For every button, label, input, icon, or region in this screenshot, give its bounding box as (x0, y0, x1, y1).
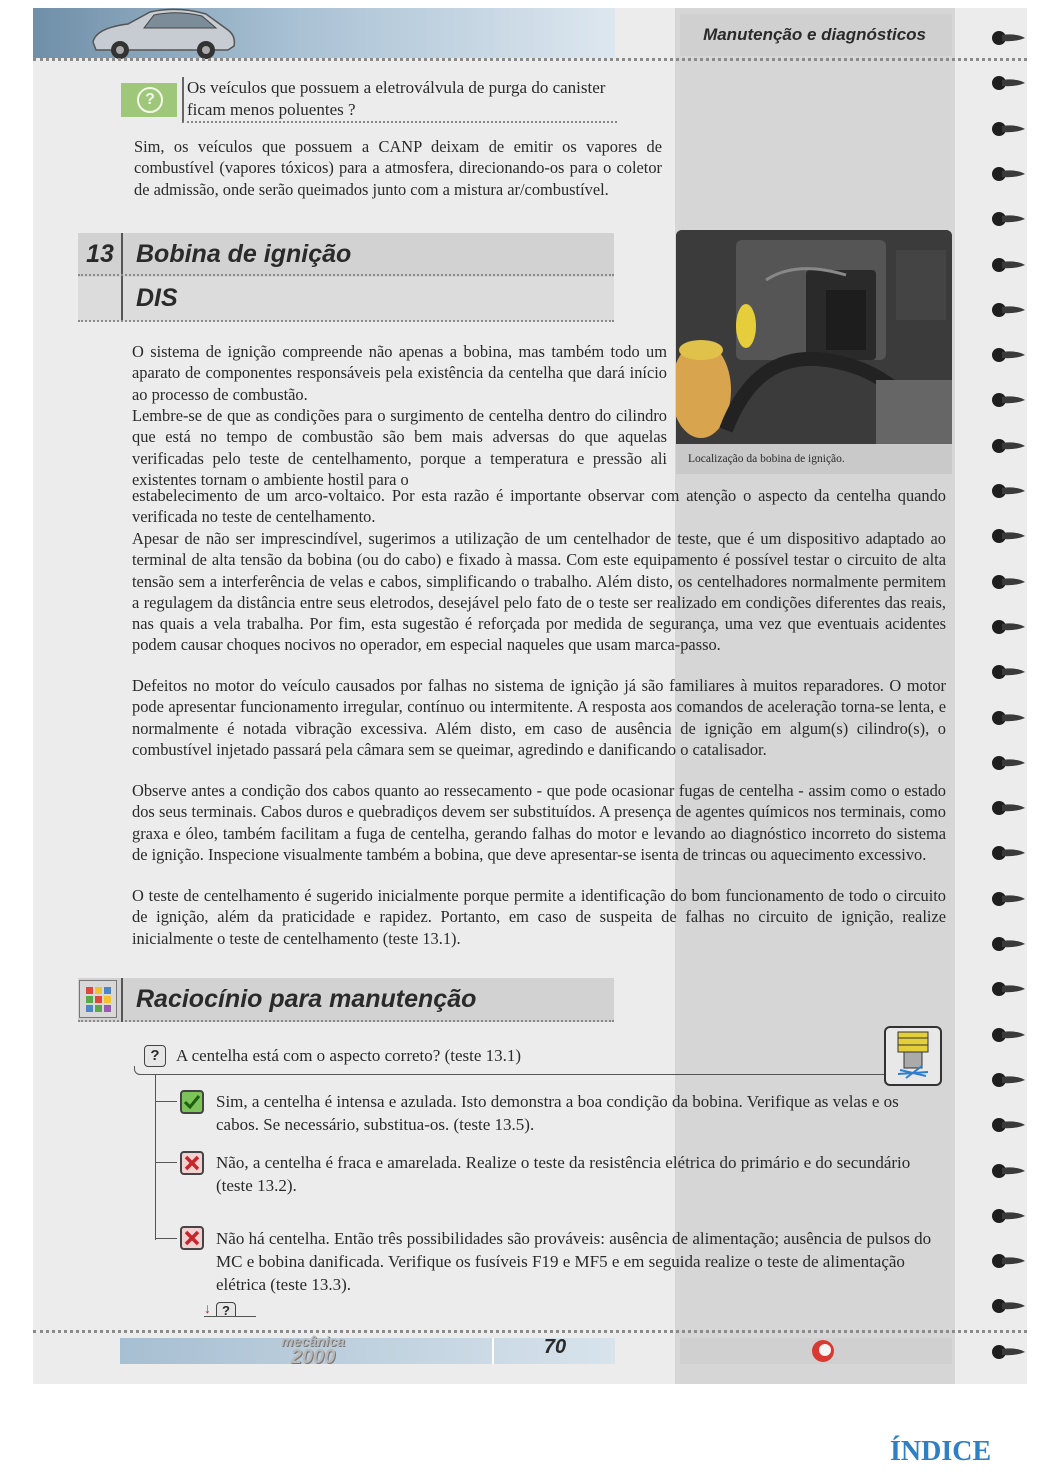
binding-ring (990, 117, 1028, 141)
binding-ring (990, 932, 1028, 956)
section-divider-line (121, 233, 123, 321)
paragraph-3: Apesar de não ser imprescindível, sugerimos a utilização de um centelhador de teste, que é um dispositivo adaptado ao terminal de alta tensão da bobina (ou do cabo) e fixado à massa. Com este equipamento é possível testar o circuito de alta tensão sem a interferência de velas e cabos, simplificando o trabalho. Além disto, os centelhadores normalmente permitem a regulagem da distância entre seus eletrodos, desejável pelo fato de o teste ser realizado em condições diferentes das reais, nas quais a vela trabalha. Por fim, esta sugestão é reforçada por medida de segurança, uma vez que eventuais acidentes podem causar choques nocivos no operador, em especial naqueles que usam marca-passo. (132, 529, 946, 655)
reasoning-title: Raciocínio para manutenção (136, 985, 477, 1013)
binding-ring (990, 1249, 1028, 1273)
page-number: 70 (543, 1336, 567, 1358)
index-link[interactable]: ÍNDICE (890, 1436, 992, 1467)
binding-ring (990, 1294, 1028, 1318)
reasoning-dotted-rule (78, 1020, 614, 1022)
binding-ring (990, 841, 1028, 865)
question-small-icon: ? (144, 1045, 166, 1067)
spark-plug-icon (884, 1026, 942, 1086)
footer-divider (33, 1330, 1027, 1333)
tree-branch-2 (155, 1162, 177, 1163)
footer-separator (492, 1338, 494, 1364)
answer-3: Não há centelha. Então três possibilidades são prováveis: ausência de alimentação; ausência de pulsos do MC e bobina danificada. Verifique os fusíveis F19 e MF5 e em seguida realize o teste de alimentação elétrica (teste 13.3). (216, 1229, 932, 1294)
tree-branch-1 (155, 1101, 177, 1102)
question-underline (134, 1066, 916, 1075)
binding-ring (990, 887, 1028, 911)
binding-ring (990, 1159, 1028, 1183)
binding-ring (990, 660, 1028, 684)
engine-photo (676, 230, 952, 444)
binding-ring (990, 1113, 1028, 1137)
binding-ring (990, 977, 1028, 1001)
binding-ring (990, 162, 1028, 186)
binding-ring (990, 706, 1028, 730)
cross-icon (180, 1151, 204, 1175)
binding-ring (990, 434, 1028, 458)
binding-ring (990, 388, 1028, 412)
binding-ring (990, 207, 1028, 231)
reasoning-divider-line (121, 978, 123, 1022)
header-title: Manutenção e diagnósticos (680, 14, 952, 56)
continue-question-icon[interactable]: ? (216, 1302, 236, 1317)
binding-ring (990, 615, 1028, 639)
binding-ring (990, 26, 1028, 50)
faq-question-box (121, 77, 615, 123)
reasoning-question: A centelha está com o aspecto correto? (teste 13.1) (176, 1046, 522, 1065)
faq-answer: Sim, os veículos que possuem a CANP deixam de emitir os vapores de combustível (vapores tóxicos) para a atmosfera, direcionando-os para o coletor de admissão, onde serão queimados junto com a mistura ar/combustível. (134, 137, 662, 199)
binding-ring (990, 796, 1028, 820)
binding-ring (990, 479, 1028, 503)
header-divider (33, 58, 1027, 61)
binding-ring (990, 1204, 1028, 1228)
section-title: Bobina de ignição (136, 240, 352, 268)
binding-ring (990, 71, 1028, 95)
faq-question: Os veículos que possuem a eletroválvula de purga do canister ficam menos poluentes ? (182, 77, 617, 123)
section-subtitle: DIS (136, 284, 178, 312)
binding-ring (990, 1068, 1028, 1092)
binding-ring (990, 1023, 1028, 1047)
binding-ring (990, 298, 1028, 322)
check-icon (180, 1090, 204, 1114)
tree-trunk-line (155, 1074, 156, 1240)
footer-emblem-icon (810, 1338, 836, 1364)
tree-branch-3 (155, 1238, 177, 1239)
binding-ring (990, 524, 1028, 548)
cross-icon (180, 1226, 204, 1250)
reasoning-icon (79, 980, 117, 1018)
binding-ring (990, 343, 1028, 367)
paragraph-5: Observe antes a condição dos cabos quanto ao ressecamento - que pode ocasionar fugas de centelha - assim como o estado dos seus terminais. Cabos duros e quebradiços devem ser substituídos. A presença de agentes químicos nos terminais, como graxa e óleo, também facilitam a fuga de centelha, gerando falhas do motor e levando ao diagnóstico incorreto do sistema de ignição. Inspecione visualmente também a bobina, que deve apresentar-se isenta de trincas ou aquecimento excessivo. (132, 781, 946, 864)
car-illustration (88, 6, 238, 60)
binding-ring (990, 570, 1028, 594)
binding-ring (990, 1340, 1028, 1364)
continue-arrow-icon: ↓ (204, 1300, 211, 1316)
paragraph-2-end: estabelecimento de um arco-voltaico. Por esta razão é importante observar com atenção o aspecto da centelha quando verificada no teste de centelhamento. (132, 486, 946, 527)
subtitle-dotted-rule (78, 320, 614, 322)
binding-ring (990, 751, 1028, 775)
answer-1: Sim, a centelha é intensa e azulada. Isto demonstra a boa condição da bobina. Verifique as velas e os cabos. Se necessário, substitua-os. (teste 13.5). (216, 1092, 899, 1134)
paragraph-6: O teste de centelhamento é sugerido inicialmente porque permite a identificação do bom funcionamento de todo o circuito de ignição, além da praticidade e rapidez. Portanto, em caso de suspeita de falhas no circuito de ignição, realize inicialmente o teste de centelhamento (teste 13.1). (132, 886, 946, 948)
binding-ring (990, 253, 1028, 277)
magazine-logo: mecânica 2000 (281, 1333, 345, 1368)
photo-caption: Localização da bobina de ignição. (676, 444, 952, 474)
continue-underline (204, 1316, 256, 1317)
answer-2: Não, a centelha é fraca e amarelada. Realize o teste da resistência elétrica do primário e do secundário (teste 13.2). (216, 1153, 911, 1195)
question-icon: ? (121, 83, 177, 117)
paragraph-2-start: Lembre-se de que as condições para o surgimento de centelha dentro do cilindro que está no tempo de combustão são bem mais adversas do que aquelas verificadas pelo teste de centelhamento, porque a temperatura e pressão ali existentes tornam o ambiente hostil para o (132, 406, 667, 489)
paragraph-4: Defeitos no motor do veículo causados por falhas no sistema de ignição já são familiares à muitos reparadores. O motor pode apresentar funcionamento irregular, contínuo ou intermitente. A resposta aos comandos de aceleração torna-se lenta, e normalmente é notada vibração excessiva. Além disto, em caso de ausência de ignição em algum(s) cilindro(s), o combustível injetado passará pela câmara sem se queimar, agredindo e danificando o catalisador. (132, 676, 946, 759)
section-number: 13 (86, 240, 114, 268)
title-dotted-rule (78, 274, 614, 276)
paragraph-1: O sistema de ignição compreende não apenas a bobina, mas também todo um aparato de componentes responsáveis pela existência da centelha que dará início ao processo de combustão. (132, 342, 667, 404)
